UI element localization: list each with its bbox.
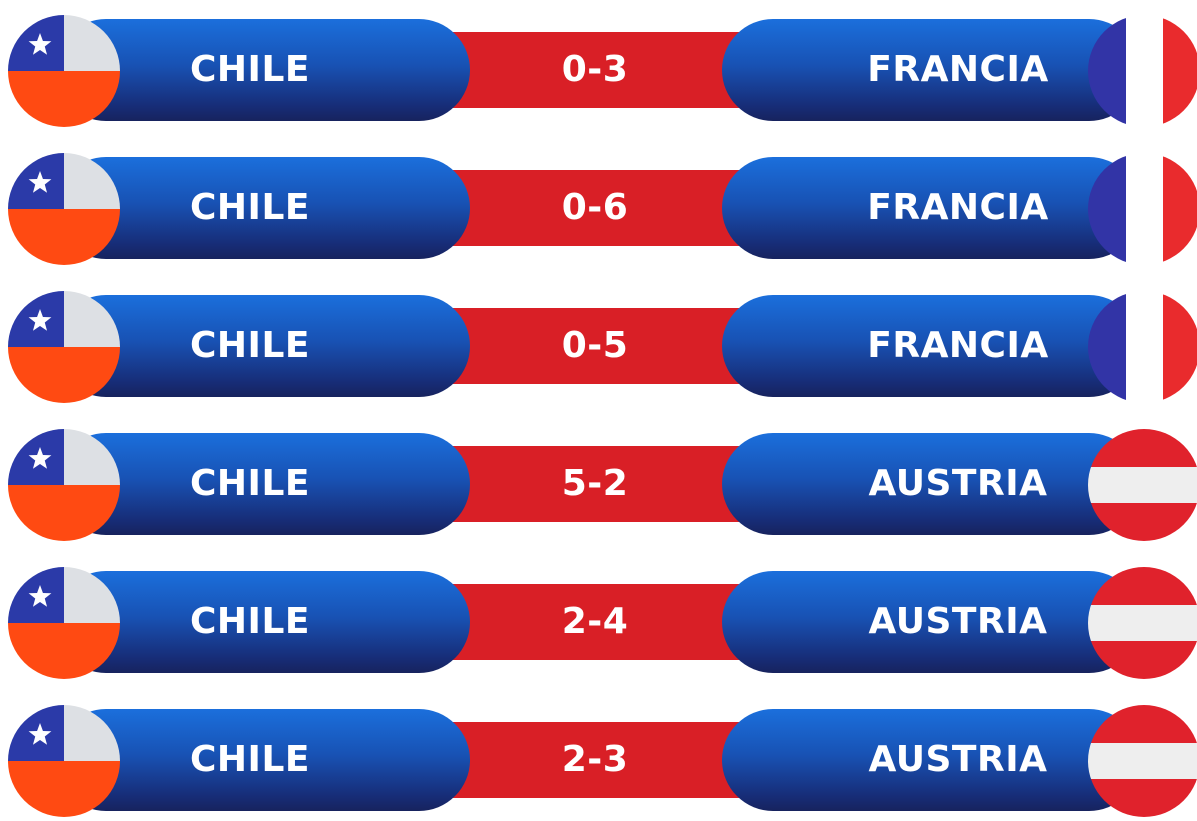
chile-flag-icon xyxy=(8,705,120,817)
away-team-name: FRANCIA xyxy=(867,325,1049,366)
austria-flag-icon xyxy=(1088,567,1197,679)
away-team-name: FRANCIA xyxy=(867,49,1049,90)
chile-flag-icon xyxy=(8,567,120,679)
match-row xyxy=(0,19,1197,131)
home-team-name: CHILE xyxy=(190,739,310,780)
home-team-name: CHILE xyxy=(190,601,310,642)
match-score: 0-3 xyxy=(561,49,629,90)
match-row xyxy=(0,295,1197,407)
match-score: 2-3 xyxy=(561,739,629,780)
france-flag-icon xyxy=(1088,291,1197,403)
chile-flag-icon xyxy=(8,15,120,127)
chile-flag-icon xyxy=(8,153,120,265)
chile-flag-icon xyxy=(8,429,120,541)
match-row xyxy=(0,571,1197,683)
home-team-name: CHILE xyxy=(190,49,310,90)
austria-flag-icon xyxy=(1088,429,1197,541)
away-team-name: AUSTRIA xyxy=(868,463,1048,504)
match-row xyxy=(0,709,1197,821)
austria-flag-icon xyxy=(1088,705,1197,817)
away-team-name: AUSTRIA xyxy=(868,601,1048,642)
away-team-name: FRANCIA xyxy=(867,187,1049,228)
france-flag-icon xyxy=(1088,153,1197,265)
match-score: 0-5 xyxy=(561,325,629,366)
match-score: 5-2 xyxy=(561,463,629,504)
match-row xyxy=(0,157,1197,269)
home-team-name: CHILE xyxy=(190,325,310,366)
away-team-name: AUSTRIA xyxy=(868,739,1048,780)
match-row xyxy=(0,433,1197,545)
chile-flag-icon xyxy=(8,291,120,403)
match-score: 0-6 xyxy=(561,187,629,228)
home-team-name: CHILE xyxy=(190,187,310,228)
match-score: 2-4 xyxy=(561,601,629,642)
home-team-name: CHILE xyxy=(190,463,310,504)
france-flag-icon xyxy=(1088,15,1197,127)
